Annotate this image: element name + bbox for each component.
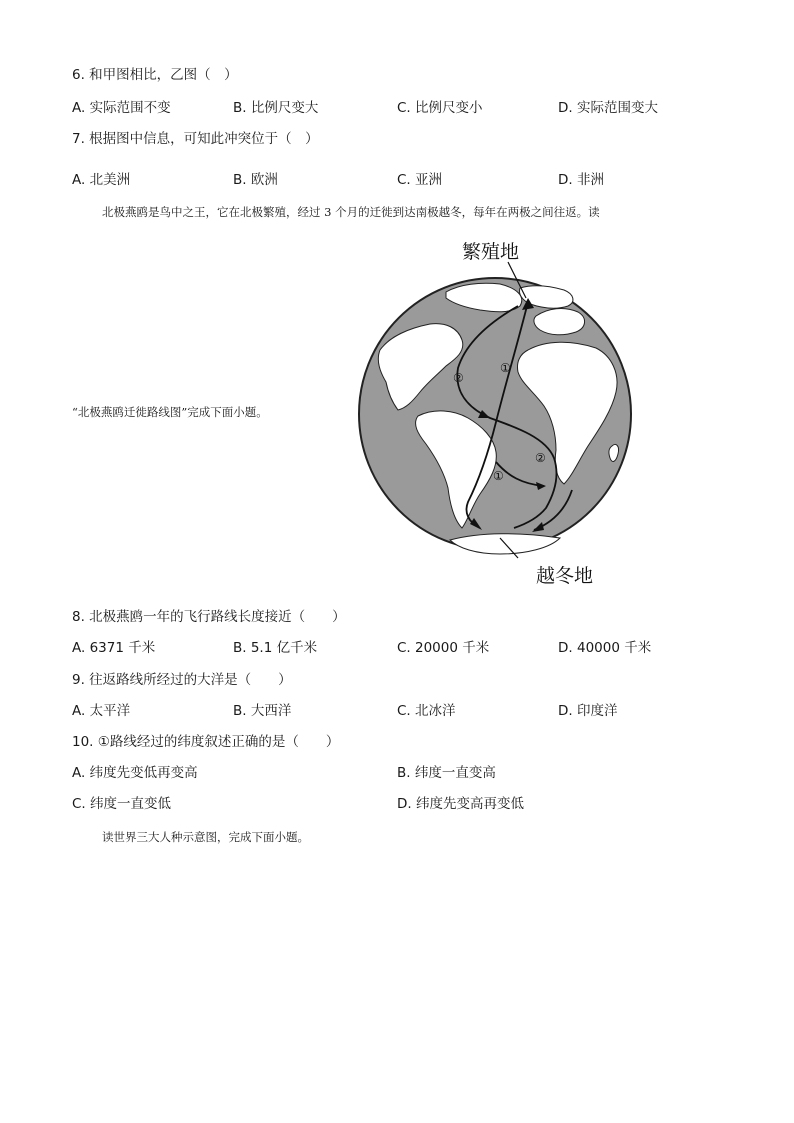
question-9-option-b: B. 大西洋 [233,703,292,719]
question-6-option-d: D. 实际范围变大 [558,100,658,116]
question-6-option-c: C. 比例尺变小 [397,100,483,116]
question-8-option-a: A. 6371 千米 [72,640,156,656]
intro-tern-line-2: “北极燕鸥迁徙路线图”完成下面小题。 [72,405,268,419]
intro-races: 读世界三大人种示意图，完成下面小题。 [102,830,309,844]
question-10-option-b: B. 纬度一直变高 [397,765,496,781]
question-9-stem: 9. 往返路线所经过的大洋是（ ） [72,672,292,688]
question-7-option-c: C. 亚洲 [397,172,443,188]
route-2-north-marker: ② [453,371,464,385]
intro-tern-line-1: 北极燕鸥是鸟中之王，它在北极繁殖，经过 3 个月的迁徙到达南极越冬，每年在两极之间往返。读 [102,205,600,219]
question-9-option-a: A. 太平洋 [72,703,131,719]
question-8-option-d: D. 40000 千米 [558,640,652,656]
question-7-option-b: B. 欧洲 [233,172,278,188]
question-7-stem: 7. 根据图中信息，可知此冲突位于（ ） [72,131,319,147]
breeding-ground-label: 繁殖地 [462,241,520,263]
question-7-option-d: D. 非洲 [558,172,604,188]
question-6-stem: 6. 和甲图相比，乙图（ ） [72,67,238,83]
question-6-option-b: B. 比例尺变大 [233,100,319,116]
europe-land [534,309,585,335]
route-1-north-marker: ① [500,361,511,375]
question-7-option-a: A. 北美洲 [72,172,131,188]
question-8-option-b: B. 5.1 亿千米 [233,640,318,656]
route-2-south-marker: ② [535,451,546,465]
tern-migration-map [350,232,650,592]
question-6-option-a: A. 实际范围不变 [72,100,171,116]
question-9-option-c: C. 北冰洋 [397,703,456,719]
question-10-option-d: D. 纬度先变高再变低 [397,796,524,812]
route-1-south-marker: ① [493,469,504,483]
wintering-ground-label: 越冬地 [536,565,594,587]
question-8-stem: 8. 北极燕鸥一年的飞行路线长度接近（ ） [72,609,346,625]
question-8-option-c: C. 20000 千米 [397,640,490,656]
question-9-option-d: D. 印度洋 [558,703,618,719]
question-10-stem: 10. ①路线经过的纬度叙述正确的是（ ） [72,734,340,750]
question-10-option-a: A. 纬度先变低再变高 [72,765,198,781]
question-10-option-c: C. 纬度一直变低 [72,796,172,812]
